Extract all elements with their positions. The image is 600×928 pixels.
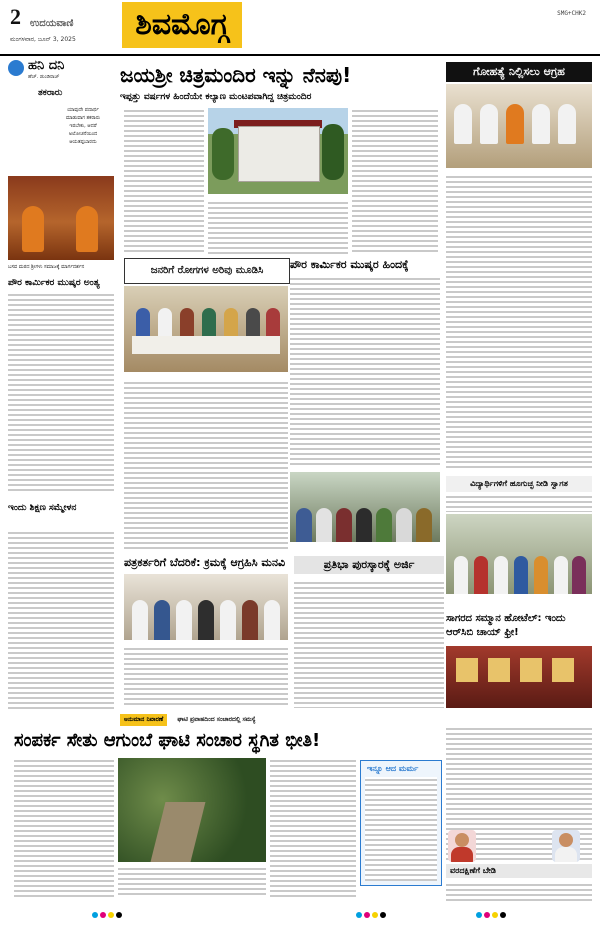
hani-dani-header bbox=[8, 58, 114, 80]
person-figure bbox=[454, 556, 468, 594]
registration-mark bbox=[380, 912, 386, 918]
person-figure bbox=[396, 508, 412, 542]
person-figure bbox=[220, 600, 236, 640]
registration-mark bbox=[476, 912, 482, 918]
gohatye-headline: ಗೋಹತ್ಯೆ ನಿಲ್ಲಿಸಲು ಆಗ್ರಹ bbox=[446, 62, 592, 82]
poem-line: ಯಾವುದೇ ಪದಾರ್ಥ bbox=[67, 107, 99, 113]
idu-box bbox=[360, 760, 442, 886]
person-figure bbox=[316, 508, 332, 542]
press-headline: ಪತ್ರಕರ್ತರಿಗೆ ಬೆದರಿಕೆ: ಕ್ರಮಕ್ಕೆ ಆಗ್ರಹಿಸಿ ಮನವಿ bbox=[124, 556, 286, 569]
meeting-photo bbox=[124, 286, 288, 372]
person-figure bbox=[336, 508, 352, 542]
poem-line: ಇರಬೇಕು, ಆದರೆ bbox=[69, 123, 97, 129]
registration-mark bbox=[356, 912, 362, 918]
registration-mark bbox=[100, 912, 106, 918]
pourakarmika-text bbox=[290, 276, 440, 466]
registration-mark bbox=[116, 912, 122, 918]
pratibha-headline: ಪ್ರತಿಭಾ ಪುರಸ್ಕಾರಕ್ಕೆ ಅರ್ಜಿ bbox=[294, 556, 444, 574]
main-article-col1 bbox=[124, 108, 204, 254]
bottom-headline: ಸಂಪರ್ಕ ಸೇತು ಆಗುಂಬೆ ಘಾಟಿ ಸಂಚಾರ ಸ್ಥಗಿತ ಭೀತಿ! bbox=[14, 730, 321, 751]
idu-headline: ಇನ್ನೂ ಆದ ಮರ್ಮ bbox=[367, 764, 419, 773]
person-figure bbox=[480, 104, 498, 144]
person-figure bbox=[572, 556, 586, 594]
avatar bbox=[552, 830, 580, 862]
person-figure bbox=[180, 308, 194, 338]
person-figure bbox=[132, 600, 148, 640]
avatar-body bbox=[555, 847, 577, 862]
left-article2-text bbox=[8, 530, 114, 710]
agumbe-text-col2 bbox=[118, 866, 266, 898]
hani-dani-author: ಹೆಚ್. ಡುಂಡಿರಾಜ್ bbox=[28, 74, 60, 80]
registration-mark bbox=[364, 912, 370, 918]
left-article-text bbox=[8, 292, 114, 492]
left-column bbox=[8, 58, 114, 710]
avatar-head bbox=[559, 833, 573, 847]
gohatye-text bbox=[446, 174, 592, 470]
pourakarmika-headline: ಪೌರ ಕಾರ್ಮಿಕರ ಮುಷ್ಕರ ಹಿಂದಕ್ಕೆ bbox=[290, 258, 409, 271]
press-memorandum-photo bbox=[124, 574, 288, 640]
hani-dani-logo-icon bbox=[8, 60, 24, 76]
agumbe-text-col3 bbox=[270, 758, 356, 898]
masthead-rule bbox=[0, 54, 600, 56]
page-number: 2 bbox=[10, 4, 21, 29]
pratibha-text bbox=[294, 580, 444, 708]
registration-mark bbox=[108, 912, 114, 918]
person-figure bbox=[454, 104, 472, 144]
bottom-tag-sub: ಘಾಟಿ ಪ್ರವಾಹದಿಂದ ಸಂಚಾರದಲ್ಲಿ ಸಮಸ್ಯೆ bbox=[177, 716, 256, 723]
registration-mark bbox=[484, 912, 490, 918]
main-headline: ಜಯಶ್ರೀ ಚಿತ್ರಮಂದಿರ ಇನ್ನು ನೆನಪು! bbox=[120, 63, 352, 87]
person-figure bbox=[22, 206, 44, 252]
bottom-tag-bar bbox=[120, 714, 592, 726]
poem-line: ಅಲೋಚನೆಯಿಂದ bbox=[68, 131, 98, 137]
avatar-head bbox=[455, 833, 469, 847]
print-code: SMG+CHK2 bbox=[557, 10, 586, 17]
poem-line: ಆಯತಪ್ಪಬಾರದು bbox=[69, 139, 97, 145]
person-figure bbox=[506, 104, 524, 144]
bottom-tag: ಅನುಮಾನ ನಿವಾರಣೆ bbox=[120, 714, 167, 726]
poem-line: ಮಾಡುವಾಗ ತಕರಾರು bbox=[65, 115, 101, 121]
left-section-head: ಪೌರ ಕಾರ್ಮಿಕರ ಮುಷ್ಕರ ಅಂತ್ಯ bbox=[8, 278, 100, 288]
main-subhead: ಇಪ್ಪತ್ತು ವರ್ಷಗಳ ಹಿಂದೆಯೇ ಕಲ್ಯಾಣ ಮಂಟಪವಾಗಿದ್ದ ಚಿತ್ರಮಂದಿರ bbox=[120, 92, 312, 102]
students-welcome-photo bbox=[446, 514, 592, 594]
paper-name: ಉದಯವಾಣಿ bbox=[30, 18, 74, 29]
gohatye-photo bbox=[446, 84, 592, 168]
person-figure bbox=[246, 308, 260, 338]
table-shape bbox=[132, 336, 280, 354]
person-figure bbox=[494, 556, 508, 594]
vidyarthi-text bbox=[446, 494, 592, 512]
tree-shape bbox=[322, 124, 344, 180]
person-figure bbox=[356, 508, 372, 542]
avatar-body bbox=[451, 847, 473, 862]
person-figure bbox=[534, 556, 548, 594]
person-figure bbox=[266, 308, 280, 338]
person-figure bbox=[154, 600, 170, 640]
registration-mark bbox=[492, 912, 498, 918]
building-shape bbox=[238, 126, 320, 182]
protest-photo bbox=[290, 472, 440, 542]
press-article-text bbox=[124, 646, 288, 708]
person-figure bbox=[514, 556, 528, 594]
person-figure bbox=[558, 104, 576, 144]
swamiji-photo bbox=[8, 176, 114, 260]
poem-body bbox=[54, 106, 112, 146]
swamiji-caption: ಬಸವ ಮಠದ ಶ್ರೀಗಳು ಸಮಾಜಕ್ಕೆ ಮಾರ್ಗದರ್ಶನ bbox=[8, 264, 85, 270]
tree-shape bbox=[212, 128, 234, 180]
registration-mark bbox=[372, 912, 378, 918]
person-figure bbox=[532, 104, 550, 144]
main-article-col3 bbox=[352, 108, 438, 254]
dateline: ಮಂಗಳವಾರ, ಜೂನ್ 3, 2025 bbox=[10, 36, 76, 43]
person-figure bbox=[176, 600, 192, 640]
masthead bbox=[0, 0, 600, 62]
person-figure bbox=[136, 308, 150, 338]
theatre-building-photo bbox=[208, 108, 348, 194]
person-figure bbox=[202, 308, 216, 338]
road-shape bbox=[151, 802, 206, 862]
registration-mark bbox=[500, 912, 506, 918]
left-section2-head: ಇಂದು ಶಿಕ್ಷಣ ಸಮ್ಮೇಳನ bbox=[8, 503, 77, 513]
window-shape bbox=[552, 658, 574, 682]
person-figure bbox=[76, 206, 98, 252]
registration-mark bbox=[92, 912, 98, 918]
quote-box: ಜನರಿಗೆ ರೋಗಗಳ ಅರಿವು ಮೂಡಿಸಿ bbox=[124, 258, 290, 284]
window-shape bbox=[520, 658, 542, 682]
person-figure bbox=[198, 600, 214, 640]
edition-title: ಶಿವಮೊಗ್ಗ bbox=[122, 2, 242, 48]
person-figure bbox=[376, 508, 392, 542]
main-article-col2 bbox=[208, 200, 348, 254]
sagar-hotel-headline: ಸಾಗರದ ಸಮ್ಮಾನ ಹೋಟೆಲ್: ಇಂದು ಆರ್‌ಸಿಬಿ ಚಾಯ್ ಫ್ರೀ! bbox=[446, 613, 566, 638]
person-figure bbox=[296, 508, 312, 542]
avatar bbox=[448, 830, 476, 862]
person-figure bbox=[264, 600, 280, 640]
person-figure bbox=[224, 308, 238, 338]
health-article-text bbox=[124, 380, 288, 550]
varadakshinige-headline: ವರದಕ್ಷಿಣೆಗೆ ಬೇಡಿ bbox=[446, 864, 592, 878]
varadakshinige-text bbox=[446, 882, 592, 904]
poem-title: ತಕರಾರು bbox=[38, 88, 63, 98]
agumbe-text-col1 bbox=[14, 758, 114, 898]
hani-dani-title: ಹನಿ ದನಿ bbox=[28, 58, 65, 73]
window-shape bbox=[456, 658, 478, 682]
vidyarthi-headline: ವಿದ್ಯಾರ್ಥಿಗಳಿಗೆ ಹೂಗುಚ್ಛ ನೀಡಿ ಸ್ವಾಗತ bbox=[446, 476, 592, 492]
person-figure bbox=[416, 508, 432, 542]
idu-text bbox=[365, 777, 437, 881]
person-figure bbox=[474, 556, 488, 594]
person-figure bbox=[242, 600, 258, 640]
window-shape bbox=[488, 658, 510, 682]
hotel-photo bbox=[446, 646, 592, 708]
agumbe-ghat-photo bbox=[118, 758, 266, 862]
person-figure bbox=[158, 308, 172, 338]
person-figure bbox=[554, 556, 568, 594]
